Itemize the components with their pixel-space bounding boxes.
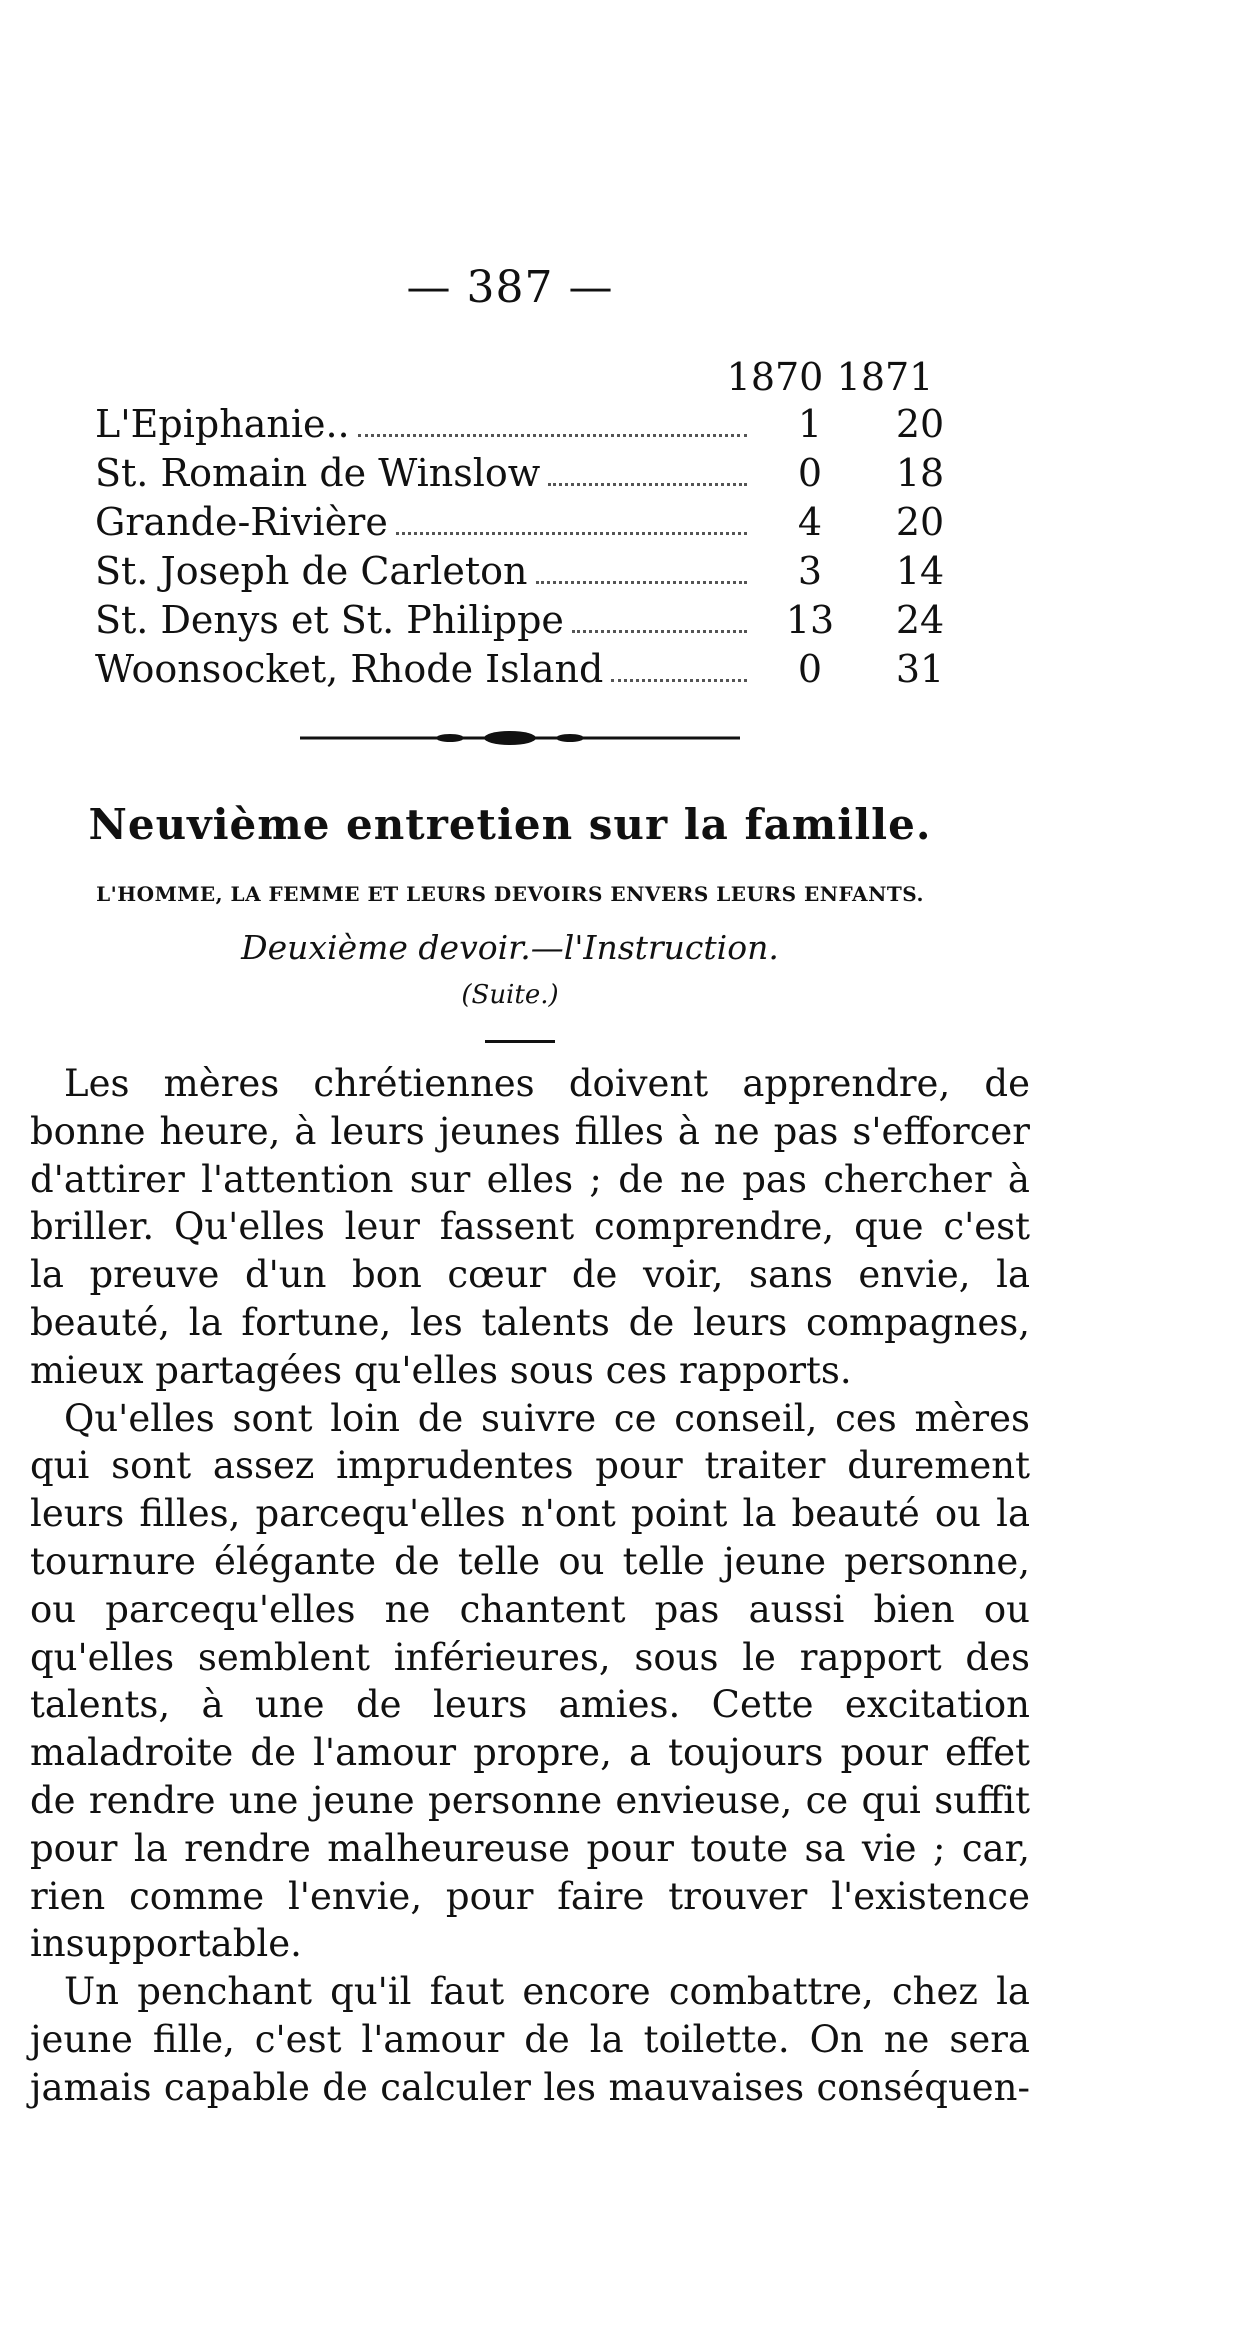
place-name: Grande-Rivière — [95, 500, 388, 544]
value-1870: 1 — [797, 402, 823, 446]
text-line: Qu'elles sont loin de suivre ce conseil, ces mères — [64, 1396, 1030, 1440]
place-name: St. Joseph de Carleton — [95, 549, 528, 593]
year-1871: 1871 — [836, 355, 934, 399]
dot-leader — [548, 483, 747, 486]
table-row — [95, 400, 975, 449]
place-name: Woonsocket, Rhode Island — [95, 647, 604, 691]
page-number: — 387 — — [406, 262, 614, 313]
text-line: qu'elles semblent inférieures, sous le rapport des — [30, 1635, 1030, 1679]
text-line: jamais capable de calculer les mauvaises conséquen- — [30, 2065, 1030, 2109]
table-row — [95, 498, 975, 547]
text-line: de rendre une jeune personne envieuse, ce qui suffit — [30, 1778, 1030, 1822]
text-line: rien comme l'envie, pour faire trouver l'existence — [30, 1874, 1030, 1918]
text-line: Un penchant qu'il faut encore combattre, chez la — [64, 1970, 1030, 2014]
text-line: pour la rendre malheureuse pour toute sa vie ; car, — [30, 1826, 1030, 1870]
value-1871: 20 — [895, 500, 945, 544]
place-name: St. Denys et St. Philippe — [95, 598, 564, 642]
section-subtitle: L'HOMME, LA FEMME ET LEURS DEVOIRS ENVERS LEURS ENFANTS. — [96, 882, 924, 906]
text-line: beauté, la fortune, les talents de leurs compagnes, — [30, 1300, 1030, 1344]
value-1870: 4 — [797, 500, 823, 544]
value-1871: 18 — [895, 451, 945, 495]
text-line: ou parcequ'elles ne chantent pas aussi bien ou — [30, 1587, 1030, 1631]
text-line: bonne heure, à leurs jeunes filles à ne pas s'efforcer — [30, 1109, 1030, 1153]
dot-leader — [358, 434, 747, 437]
text-line: tournure élégante de telle ou telle jeune personne, — [30, 1539, 1030, 1583]
table-row — [95, 547, 975, 596]
short-rule — [485, 1040, 555, 1043]
text-line: maladroite de l'amour propre, a toujours pour effet — [30, 1731, 1030, 1775]
section-heading: Deuxième devoir.—l'Instruction. — [241, 928, 779, 967]
section-title: Neuvième entretien sur la famille. — [88, 800, 932, 849]
table-row — [95, 645, 975, 694]
value-1870: 13 — [785, 598, 835, 642]
text-line: insupportable. — [30, 1922, 302, 1966]
text-line: Les mères chrétiennes doivent apprendre, de — [64, 1062, 1030, 1105]
value-1870: 3 — [797, 549, 823, 593]
value-1871: 20 — [895, 402, 945, 446]
value-1870: 0 — [797, 451, 823, 495]
text-line: briller. Qu'elles leur fassent comprendre, que c'est — [30, 1205, 1030, 1249]
table-row — [95, 449, 975, 498]
place-name: St. Romain de Winslow — [95, 451, 541, 495]
section-note: (Suite.) — [461, 980, 559, 1010]
text-line: qui sont assez imprudentes pour traiter durement — [30, 1444, 1030, 1488]
year-1870: 1870 — [726, 355, 824, 399]
text-line: d'attirer l'attention sur elles ; de ne pas chercher à — [30, 1157, 1030, 1201]
text-line: leurs filles, parcequ'elles n'ont point la beauté ou la — [30, 1492, 1030, 1536]
text-line: mieux partagées qu'elles sous ces rapports. — [30, 1348, 852, 1392]
dot-leader — [396, 532, 747, 535]
text-line: jeune fille, c'est l'amour de la toilette. On ne sera — [30, 2017, 1030, 2061]
dot-leader — [572, 630, 747, 633]
text-line: talents, à une de leurs amies. Cette excitation — [30, 1683, 1030, 1727]
value-1871: 31 — [895, 647, 945, 691]
text-line: la preuve d'un bon cœur de voir, sans envie, la — [30, 1253, 1030, 1297]
value-1870: 0 — [797, 647, 823, 691]
table-row — [95, 596, 975, 645]
value-1871: 14 — [895, 549, 945, 593]
dot-leader — [536, 581, 748, 584]
table-year-header — [720, 355, 970, 399]
place-name: L'Epiphanie.. — [95, 402, 350, 446]
ornamental-divider — [300, 722, 740, 752]
statistics-table — [95, 400, 975, 694]
body-text — [30, 1060, 1030, 2112]
dot-leader — [611, 679, 747, 682]
value-1871: 24 — [895, 598, 945, 642]
